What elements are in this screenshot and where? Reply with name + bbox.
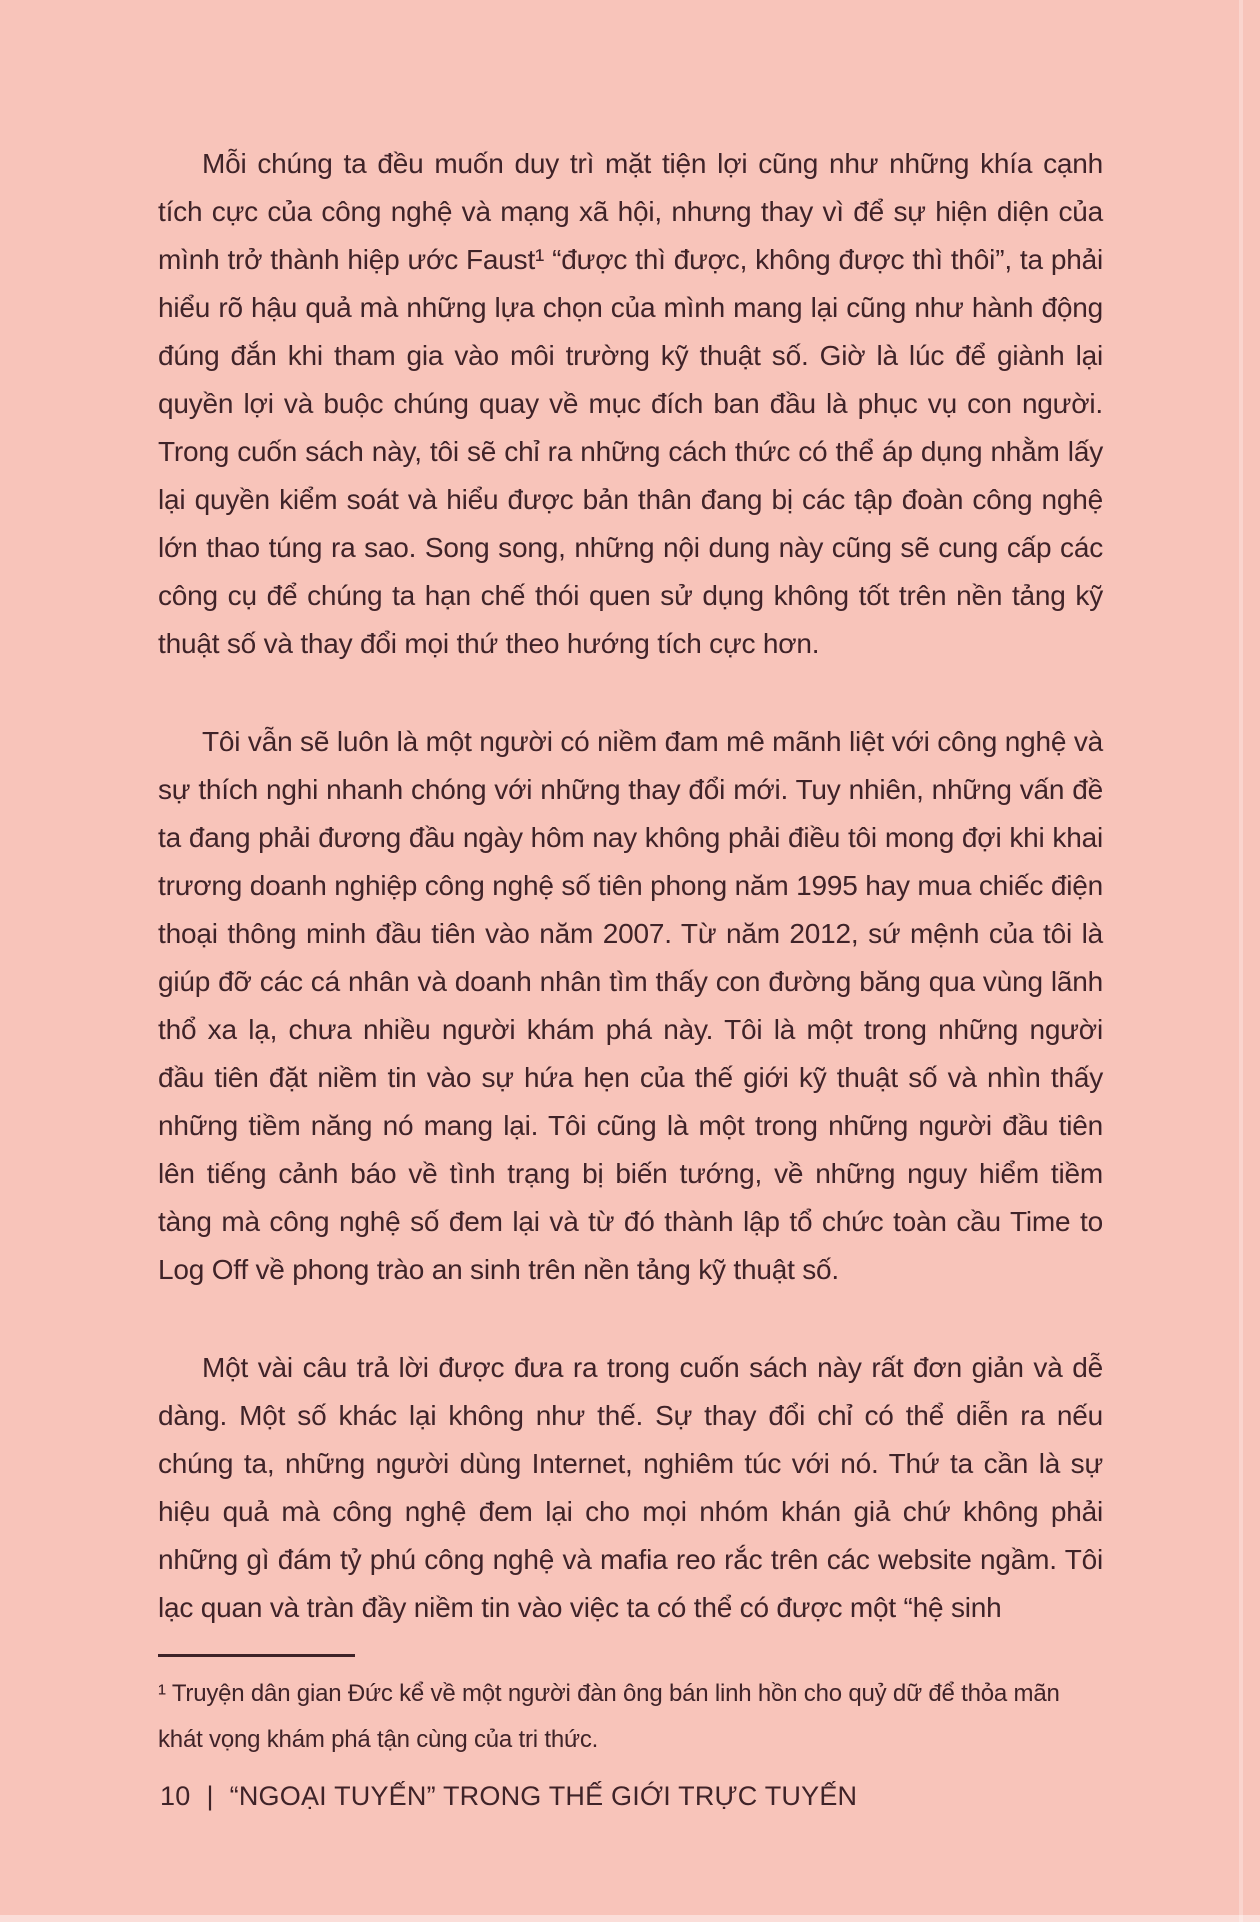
body-text	[158, 140, 1103, 1682]
page-number: 10	[160, 1781, 191, 1811]
page-bottom-edge	[0, 1915, 1260, 1922]
page-edge-highlight	[1239, 0, 1243, 1922]
page-footer	[160, 1780, 1105, 1812]
footer-separator: |	[206, 1781, 214, 1811]
footnote-block	[158, 1654, 1103, 1763]
paragraph: Mỗi chúng ta đều muốn duy trì mặt tiện lợi cũng như những khía cạnh tích cực của công nghệ và mạng xã hội, nhưng thay vì để sự hiện diện của mình trở thành hiệp ước Faust¹ “được thì được, không được thì thôi”, ta phải hiểu rõ hậu quả mà những lựa chọn của mình mang lại cũng như hành động đúng đắn khi tham gia vào môi trường kỹ thuật số. Giờ là lúc để giành lại quyền lợi và buộc chúng quay về mục đích ban đầu là phục vụ con người. Trong cuốn sách này, tôi sẽ chỉ ra những cách thức có thể áp dụng nhằm lấy lại quyền kiểm soát và hiểu được bản thân đang bị các tập đoàn công nghệ lớn thao túng ra sao. Song song, những nội dung này cũng sẽ cung cấp các công cụ để chúng ta hạn chế thói quen sử dụng không tốt trên nền tảng kỹ thuật số và thay đổi mọi thứ theo hướng tích cực hơn.	[158, 148, 1103, 659]
footnote-text: ¹ Truyện dân gian Đức kể về một người đàn ông bán linh hồn cho quỷ dữ để thỏa mãn khát vọng khám phá tận cùng của tri thức.	[158, 1680, 1060, 1753]
footnote-divider	[158, 1654, 355, 1657]
paragraph: Một vài câu trả lời được đưa ra trong cuốn sách này rất đơn giản và dễ dàng. Một số khác lại không như thế. Sự thay đổi chỉ có thể diễn ra nếu chúng ta, những người dùng Internet, nghiêm túc với nó. Thứ ta cần là sự hiệu quả mà công nghệ đem lại cho mọi nhóm khán giả chứ không phải những gì đám tỷ phú công nghệ và mafia reo rắc trên các website ngầm. Tôi lạc quan và tràn đầy niềm tin vào việc ta có thể có được một “hệ sinh	[158, 1352, 1103, 1623]
paragraph: Tôi vẫn sẽ luôn là một người có niềm đam mê mãnh liệt với công nghệ và sự thích nghi nhanh chóng với những thay đổi mới. Tuy nhiên, những vấn đề ta đang phải đương đầu ngày hôm nay không phải điều tôi mong đợi khi khai trương doanh nghiệp công nghệ số tiên phong năm 1995 hay mua chiếc điện thoại thông minh đầu tiên vào năm 2007. Từ năm 2012, sứ mệnh của tôi là giúp đỡ các cá nhân và doanh nhân tìm thấy con đường băng qua vùng lãnh thổ xa lạ, chưa nhiều người khám phá này. Tôi là một trong những người đầu tiên đặt niềm tin vào sự hứa hẹn của thế giới kỹ thuật số và nhìn thấy những tiềm năng nó mang lại. Tôi cũng là một trong những người đầu tiên lên tiếng cảnh báo về tình trạng bị biến tướng, về những nguy hiểm tiềm tàng mà công nghệ số đem lại và từ đó thành lập tổ chức toàn cầu Time to Log Off về phong trào an sinh trên nền tảng kỹ thuật số.	[158, 726, 1103, 1285]
running-title: “NGOẠI TUYẾN” TRONG THẾ GIỚI TRỰC TUYẾN	[229, 1781, 858, 1811]
